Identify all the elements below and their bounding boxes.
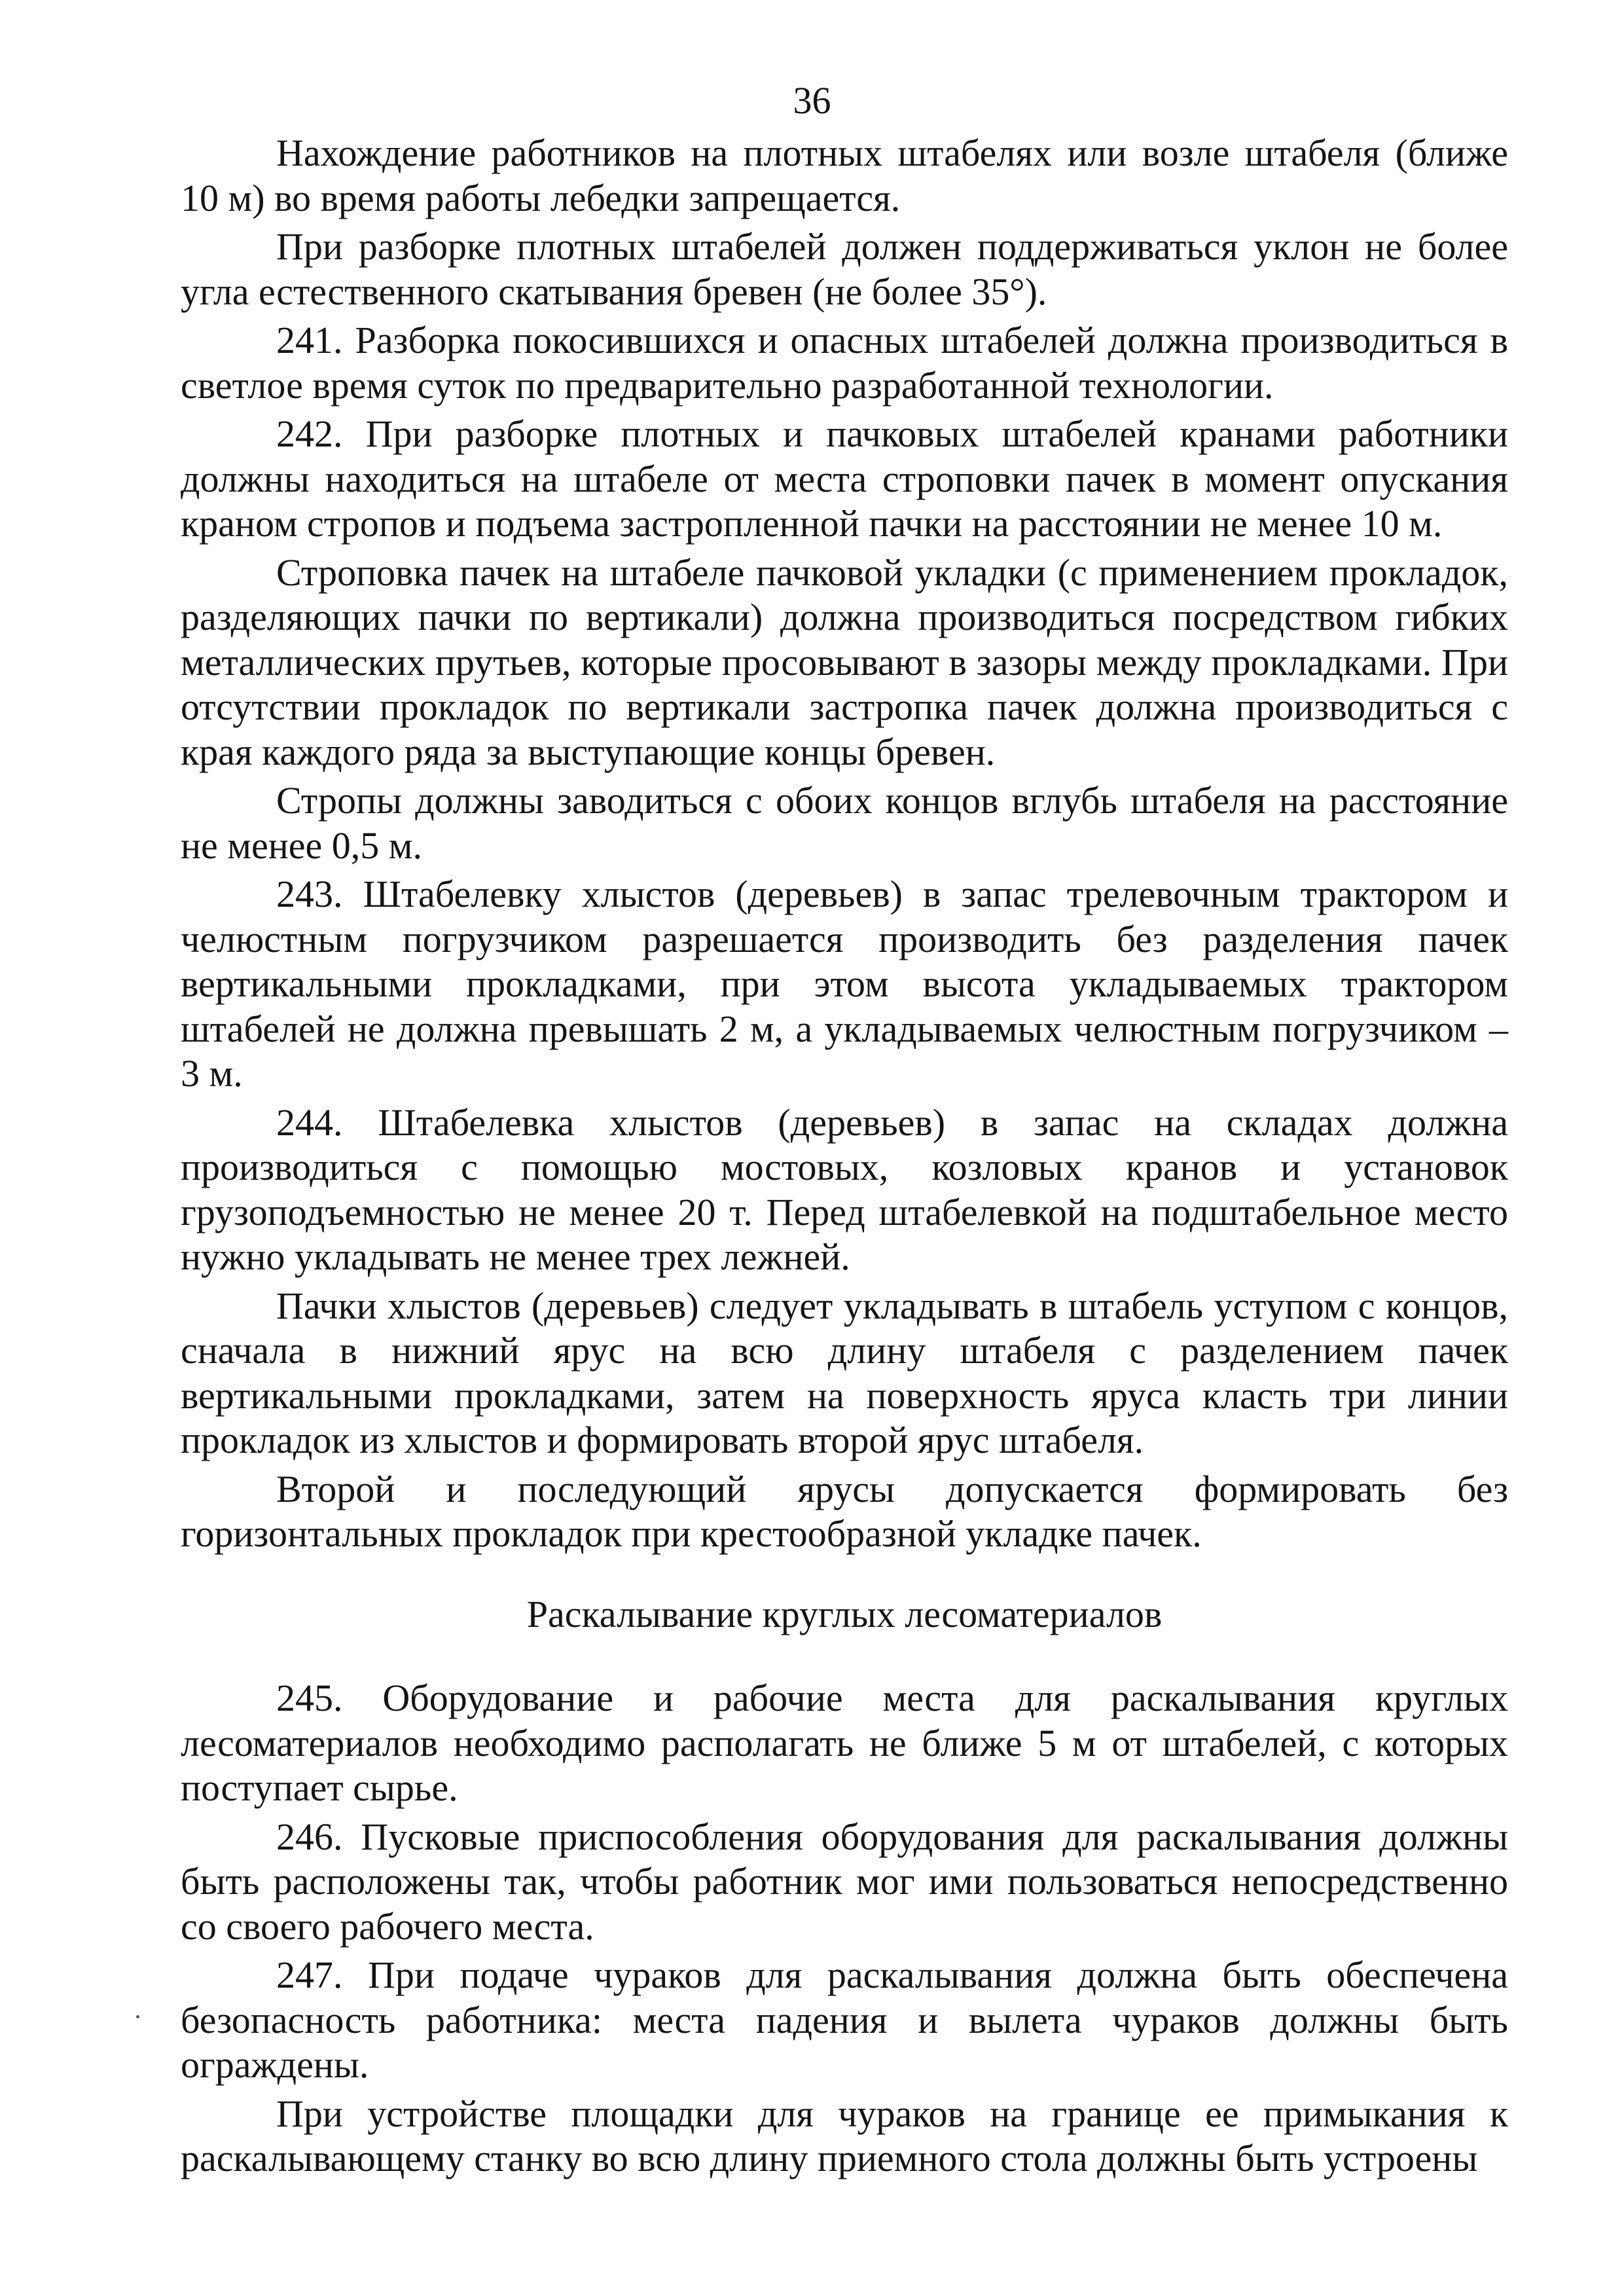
paragraph-241: 241. Разборка покосившихся и опасных штабелей должна производиться в светлое время суток по предварительно разработанной технологии. <box>181 319 1508 407</box>
paragraph-243: 243. Штабелевку хлыстов (деревьев) в запас трелевочным трактором и челюстным погрузчиком разрешается производить без разделения пачек вертикальными прокладками, при этом высота укладываемых трактором штабелей не должна превышать 2 м, а укладываемых челюстным погрузчиком – 3 м. <box>181 873 1508 1095</box>
paragraph-244: 244. Штабелевка хлыстов (деревьев) в запас на складах должна производиться с помощью мостовых, козловых кранов и установок грузоподъемностью не менее 20 т. Перед штабелевкой на подштабельное место нужно укладывать не менее трех лежней. <box>181 1101 1508 1278</box>
paragraph: Нахождение работников на плотных штабелях или возле штабеля (ближе 10 м) во время работы лебедки запрещается. <box>181 132 1508 219</box>
scan-speck <box>136 2015 139 2018</box>
paragraph-245: 245. Оборудование и рабочие места для раскалывания круглых лесоматериалов необходимо располагать не ближе 5 м от штабелей, с которых поступает сырье. <box>181 1677 1508 1809</box>
paragraph: Пачки хлыстов (деревьев) следует укладывать в штабель уступом с концов, сначала в нижний ярус на всю длину штабеля с разделением пачек вертикальными прокладками, затем на поверхность яруса класть три линии прокладок из хлыстов и формировать второй ярус штабеля. <box>181 1284 1508 1461</box>
paragraph-247: 247. При подаче чураков для раскалывания должна быть обеспечена безопасность работника: места падения и вылета чураков должны быть ограждены. <box>181 1954 1508 2086</box>
paragraph: Второй и последующий ярусы допускается формировать без горизонтальных прокладок при крестообразной укладке пачек. <box>181 1467 1508 1555</box>
paragraph: При устройстве площадки для чураков на границе ее примыкания к раскалывающему станку во всю длину приемного стола должны быть устроены <box>181 2092 1508 2179</box>
document-body <box>181 131 1508 2181</box>
section-heading: Раскалывание круглых лесоматериалов <box>526 1592 1163 1635</box>
paragraph: Стропы должны заводиться с обоих концов вглубь штабеля на расстояние не менее 0,5 м. <box>181 779 1508 867</box>
paragraph-242: 242. При разборке плотных и пачковых штабелей кранами работники должны находиться на штабеле от места строповки пачек в момент опускания краном стропов и подъема застропленной пачки на расстоянии не менее 10 м. <box>181 412 1508 545</box>
paragraph: Строповка пачек на штабеле пачковой укладки (с применением прокладок, разделяющих пачки по вертикали) должна производиться посредством гибких металлических прутьев, которые просовывают в зазоры между прокладками. При отсутствии прокладок по вертикали застропка пачек должна производиться с края каждого ряда за выступающие концы бревен. <box>181 551 1508 773</box>
page-number: 36 <box>793 79 831 122</box>
paragraph-246: 246. Пусковые приспособления оборудования для раскалывания должны быть расположены так, чтобы работник мог ими пользоваться непосредственно со своего рабочего места. <box>181 1815 1508 1948</box>
paragraph: При разборке плотных штабелей должен поддерживаться уклон не более угла естественного скатывания бревен (не более 35°). <box>181 225 1508 313</box>
